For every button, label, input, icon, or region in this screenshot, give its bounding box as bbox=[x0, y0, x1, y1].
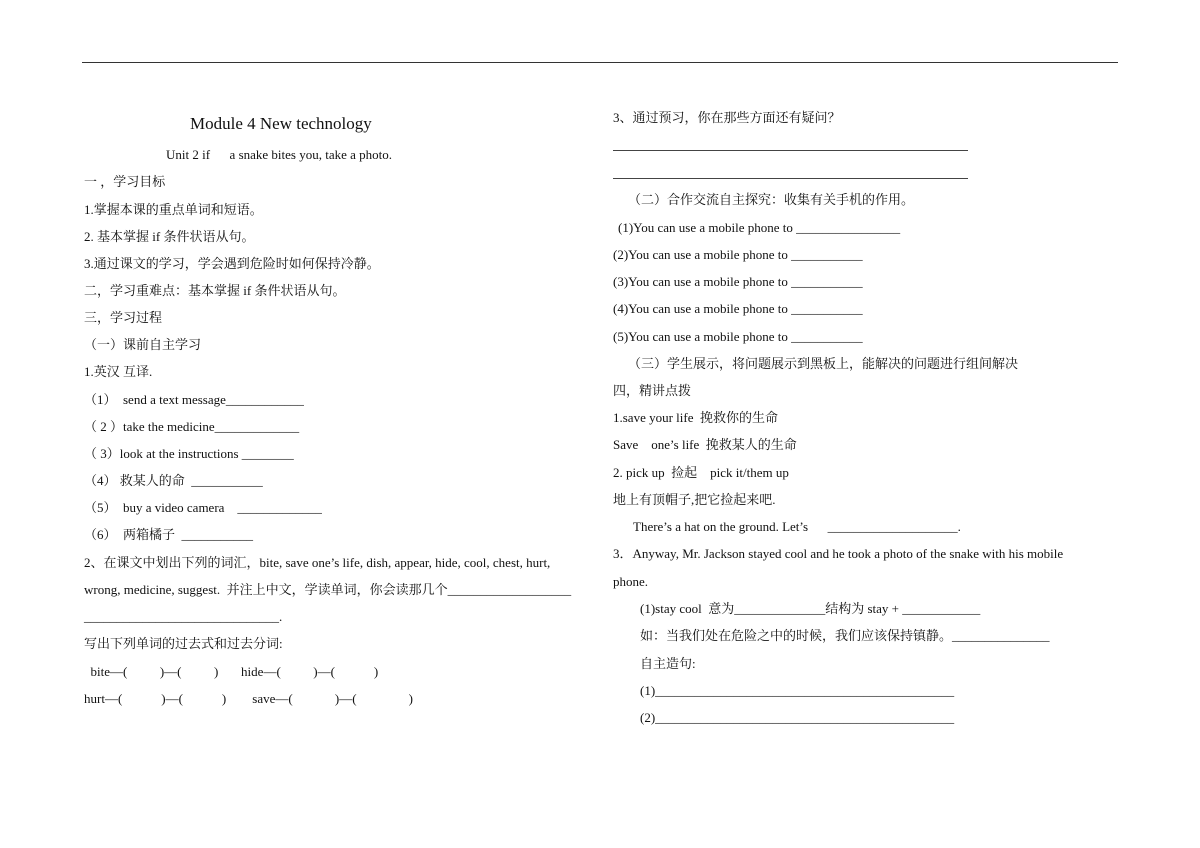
vocab-question: ______________________________. bbox=[84, 609, 283, 624]
explain-item: 2. pick up 捡起 pick it/them up bbox=[613, 465, 789, 480]
subsection-heading: （二）合作交流自主探究：收集有关手机的作用。 bbox=[628, 192, 915, 207]
translation-item: （6） 两箱橘子 ___________ bbox=[84, 527, 254, 542]
translation-item: （5） buy a video camera _____________ bbox=[84, 500, 322, 515]
question-heading: 1.英汉 互译. bbox=[84, 364, 153, 379]
section-heading-goals: 一 ，学习目标 bbox=[84, 174, 166, 189]
page-title: Module 4 New technology bbox=[190, 114, 372, 133]
goal-item: 1.掌握本课的重点单词和短语。 bbox=[84, 202, 263, 217]
explain-item: 1.save your life 挽救你的生命 bbox=[613, 410, 779, 425]
explain-item: (1)stay cool 意为______________结构为 stay + ____________ bbox=[640, 601, 981, 616]
sentence-blank: (1)______________________________________________ bbox=[640, 683, 955, 698]
translation-item: （4） 救某人的命 ___________ bbox=[84, 473, 263, 488]
answer-line bbox=[613, 178, 968, 179]
section-heading-process: 三，学习过程 bbox=[84, 310, 163, 325]
subsection-heading: （三）学生展示，将问题展示到黑板上，能解决的问题进行组间解决 bbox=[628, 356, 1019, 371]
translation-item: （1） send a text message____________ bbox=[84, 392, 304, 407]
sentence-blank: (2)______________________________________________ bbox=[640, 710, 955, 725]
vocab-question: 2、在课文中划出下列的词汇，bite, save one’s life, dish, appear, hide, cool, chest, hurt, bbox=[84, 555, 551, 570]
explain-item: 地上有顶帽子,把它捡起来吧. bbox=[613, 492, 776, 507]
phone-use-item: (1)You can use a mobile phone to ________________ bbox=[618, 220, 901, 235]
phone-use-item: (3)You can use a mobile phone to ___________ bbox=[613, 274, 863, 289]
explain-item: phone. bbox=[613, 574, 649, 589]
goal-item: 2. 基本掌握 if 条件状语从句。 bbox=[84, 229, 255, 244]
header-rule bbox=[82, 62, 1118, 63]
explain-item: 3．Anyway, Mr. Jackson stayed cool and he took a photo of the snake with his mobile bbox=[613, 546, 1064, 561]
section-heading-explain: 四，精讲点拨 bbox=[613, 383, 692, 398]
answer-line bbox=[613, 150, 968, 151]
word-forms-row: bite—( )—( ) hide—( )—( ) bbox=[84, 664, 379, 679]
word-forms-heading: 写出下列单词的过去式和过去分词: bbox=[84, 636, 283, 651]
explain-item: 如：当我们处在危险之中的时候，我们应该保持镇静。_______________ bbox=[640, 628, 1050, 643]
goal-item: 3.通过课文的学习，学会遇到危险时如何保持冷静。 bbox=[84, 256, 380, 271]
translation-item: （ 2 ）take the medicine_____________ bbox=[84, 419, 300, 434]
phone-use-item: (2)You can use a mobile phone to ___________ bbox=[613, 247, 863, 262]
explain-item: There’s a hat on the ground. Let’s ____________________. bbox=[633, 519, 961, 534]
vocab-question: wrong, medicine, suggest. 并注上中文，学读单词，你会读那几个___________________ bbox=[84, 582, 572, 597]
word-forms-row: hurt—( )—( ) save—( )—( ) bbox=[84, 691, 413, 706]
unit-subtitle: Unit 2 if a snake bites you, take a photo. bbox=[166, 147, 393, 162]
translation-item: （ 3）look at the instructions ________ bbox=[84, 446, 294, 461]
phone-use-item: (5)You can use a mobile phone to ___________ bbox=[613, 329, 863, 344]
subsection-heading: （一）课前自主学习 bbox=[84, 337, 202, 352]
question-heading: 3、通过预习，你在那些方面还有疑问？ bbox=[613, 110, 841, 125]
explain-item: Save one’s life 挽救某人的生命 bbox=[613, 437, 797, 452]
section-heading-key-points: 二，学习重难点：基本掌握 if 条件状语从句。 bbox=[84, 283, 346, 298]
phone-use-item: (4)You can use a mobile phone to ___________ bbox=[613, 301, 863, 316]
explain-item: 自主造句: bbox=[640, 656, 696, 671]
